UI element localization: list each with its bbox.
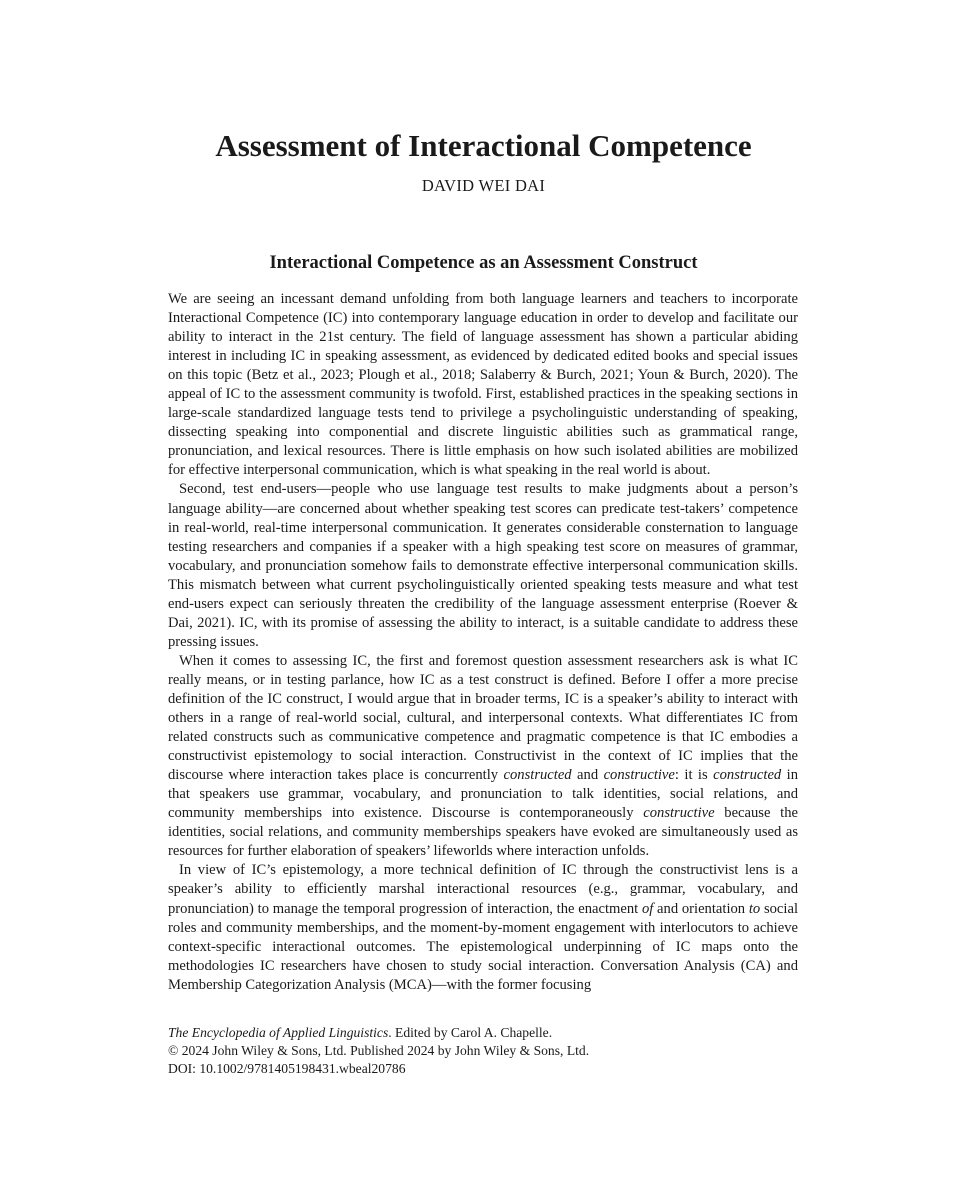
paragraph-3-text-2: and: [571, 767, 604, 784]
emphasis-of: of: [641, 900, 654, 917]
paragraph-4: [168, 861, 798, 994]
copyright-line: © 2024 John Wiley & Sons, Ltd. Published 2024 by John Wiley & Sons, Ltd.: [168, 1043, 590, 1058]
paragraph-3-text-5: because the identities, social relations, and community memberships speakers have evoked are simultaneously used as resources for further elaboration of speakers’ lifeworlds where interaction unfolds.: [168, 805, 798, 860]
paragraph-3: [168, 652, 798, 862]
author-name: DAVID WEI DAI: [421, 176, 546, 195]
doi-line: DOI: 10.1002/9781405198431.wbeal20786: [168, 1061, 406, 1076]
publication-footer: [168, 1024, 798, 1078]
article-title: Assessment of Interactional Competence: [215, 128, 752, 163]
encyclopedia-title: The Encyclopedia of Applied Linguistics: [168, 1025, 389, 1040]
emphasis-to: to: [748, 900, 761, 917]
paragraph-1: We are seeing an incessant demand unfolding from both language learners and teachers to incorporate Interactional Competence (IC) into contemporary language education in order to develop and facilitate our ability to interact in the 21st century. The field of language assessment has shown a particular abiding interest in including IC in speaking assessment, as evidenced by dedicated edited books and special issues on this topic (Betz et al., 2023; Plough et al., 2018; Salaberry & Burch, 2021; Youn & Burch, 2020). The appeal of IC to the assessment community is twofold. First, established practices in the speaking sections in large-scale standardized language tests tend to privilege a psycholinguistic understanding of speaking, dissecting speaking into componential and discrete linguistic abilities such as grammatical range, pronunciation, and lexical resources. There is little emphasis on how such isolated abilities are mobilized for effective interpersonal communication, which is what speaking in the real world is about.: [168, 291, 798, 479]
emphasis-constructive: constructive: [603, 767, 675, 784]
emphasis-constructive-2: constructive: [643, 805, 715, 822]
paragraph-3-text-4: in that speakers use grammar, vocabulary, and pronunciation to talk identities, social relations, and community memberships into existence. Discourse is contemporaneously: [168, 767, 799, 822]
paragraph-4-text-2: and orientation: [653, 900, 749, 917]
paragraph-4-text-3: social roles and community memberships, and the moment-by-moment engagement with interlocutors to achieve context-specific interactional outcomes. The epistemological underpinning of IC maps onto the methodologies IC researchers have chosen to study social interaction. Conversation Analysis (CA) and Membership Categorization Analysis (MCA)—with the former focusing: [168, 900, 798, 993]
paragraph-2: Second, test end-users—people who use language test results to make judgments about a person’s language ability—are concerned about whether speaking test scores can predicate test-takers’ competence in real-world, real-time interpersonal communication. It generates considerable consternation to language testing researchers and companies if a speaker with a high speaking test score on measures of grammar, vocabulary, and pronunciation somehow fails to demonstrate effective interpersonal communication skills. This mismatch between what current psycholinguistically oriented speaking tests measure and what test end-users expect can seriously threaten the credibility of the language assessment enterprise (Roever & Dai, 2021). IC, with its promise of assessing the ability to interact, is a suitable candidate to address these pressing issues.: [168, 481, 798, 650]
section-heading: Interactional Competence as an Assessment Construct: [269, 253, 698, 273]
footer-citation-line: [168, 1024, 798, 1042]
paragraph-3-text-3: : it is: [674, 767, 714, 784]
article-body: [168, 290, 798, 995]
emphasis-constructed-2: constructed: [713, 767, 782, 784]
emphasis-constructed: constructed: [503, 767, 572, 784]
edited-by: . Edited by Carol A. Chapelle.: [388, 1025, 553, 1040]
paragraph-4-text-1: In view of IC’s epistemology, a more technical definition of IC through the constructivist lens is a speaker’s ability to efficiently marshal interactional resources (e.g., grammar, vocabulary, and pronunciation) to manage the temporal progression of interaction, the enactment: [168, 862, 798, 917]
paragraph-3-text-1: When it comes to assessing IC, the first and foremost question assessment researchers ask is what IC really means, or in testing parlance, how IC as a test construct is defined. Before I offer a more precise definition of the IC construct, I would argue that in broader terms, IC is a speaker’s ability to interact with others in a range of real-world social, cultural, and interpersonal contexts. What differentiates IC from related constructs such as communicative competence and pragmatic competence is that IC embodies a constructivist epistemology to social interaction. Constructivist in the context of IC implies that the discourse where interaction takes place is concurrently: [168, 652, 798, 784]
